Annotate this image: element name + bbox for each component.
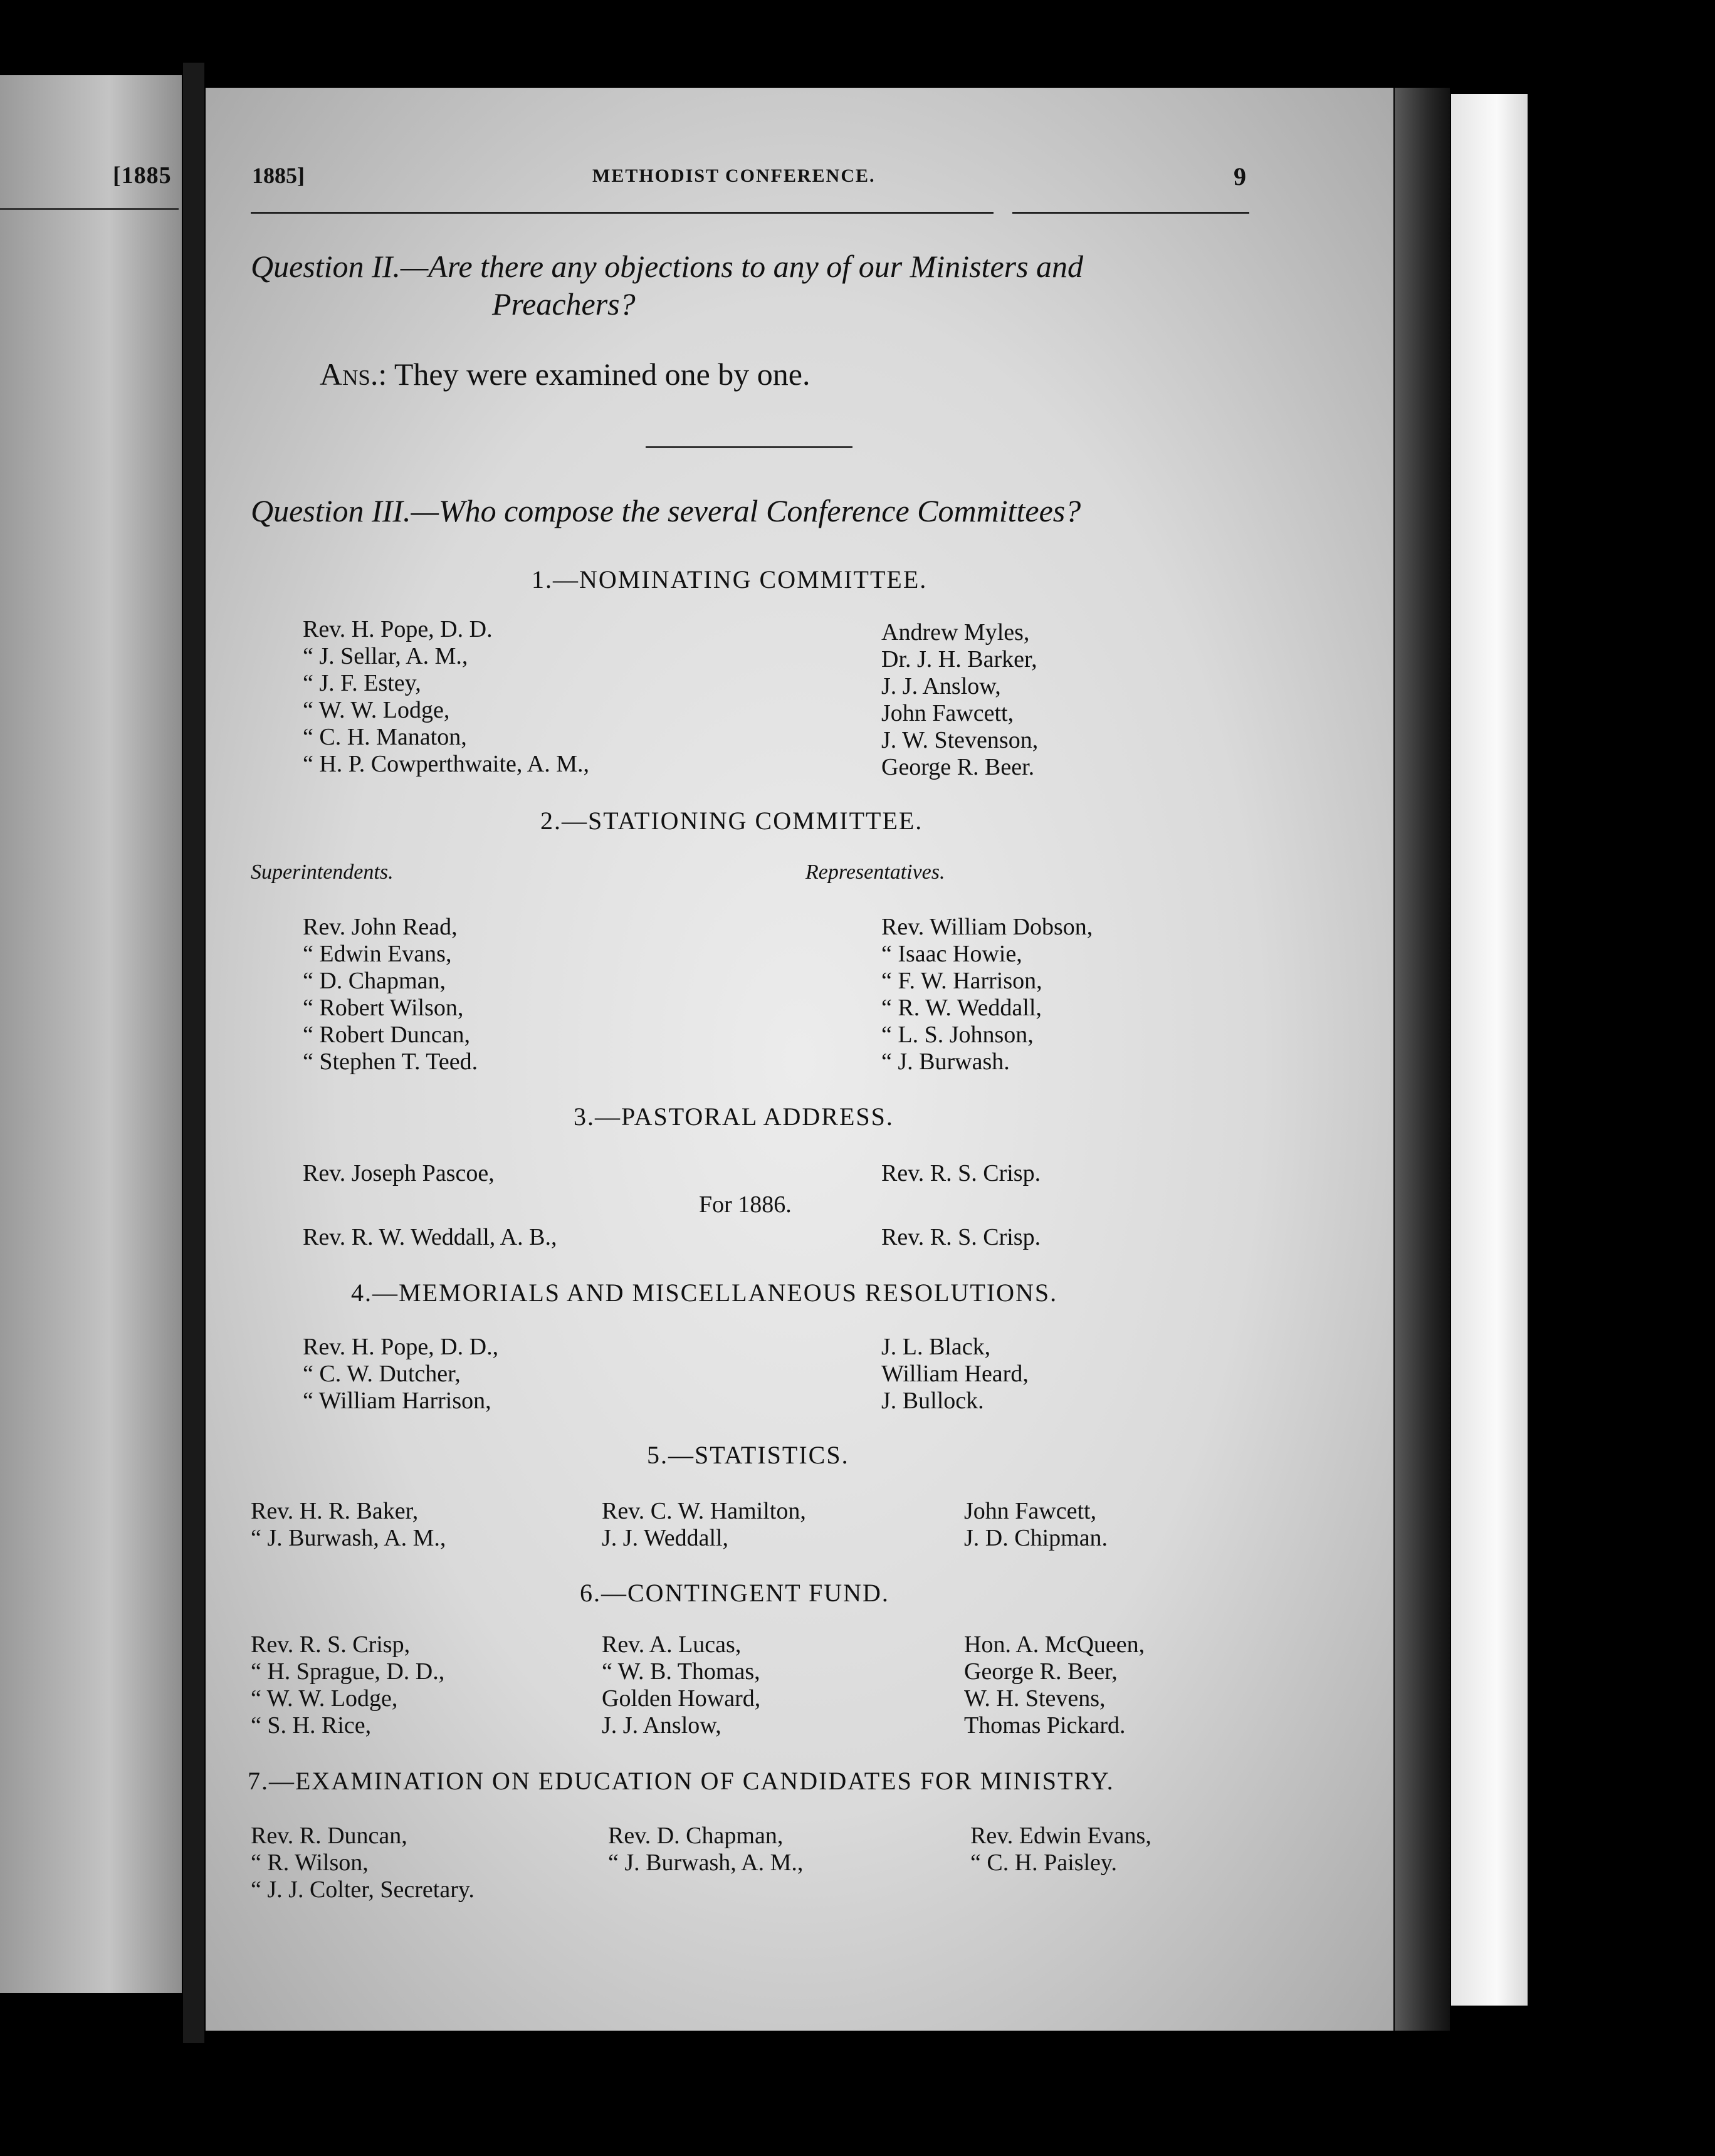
nominating-member: Andrew Myles,	[881, 619, 1030, 646]
stationing-member: “ Robert Duncan,	[303, 1022, 470, 1048]
contingent-member: “ W. B. Thomas,	[602, 1658, 760, 1685]
examination-member: Rev. Edwin Evans,	[970, 1823, 1151, 1849]
stationing-member: “ Robert Wilson,	[303, 995, 464, 1021]
pastoral-member: Rev. R. S. Crisp.	[881, 1160, 1041, 1186]
header-rule	[1012, 212, 1249, 214]
examination-member: “ J. J. Colter, Secretary.	[251, 1876, 475, 1903]
pastoral-member: Rev. R. S. Crisp.	[881, 1224, 1041, 1250]
paper-strip	[1451, 94, 1528, 2006]
nominating-member: J. W. Stevenson,	[881, 727, 1039, 753]
contingent-member: Rev. A. Lucas,	[602, 1631, 742, 1658]
contingent-member: J. J. Anslow,	[602, 1712, 721, 1739]
memorials-member: “ William Harrison,	[303, 1388, 491, 1414]
stationing-member: “ R. W. Weddall,	[881, 995, 1042, 1021]
pastoral-member: Rev. Joseph Pascoe,	[303, 1160, 495, 1186]
examination-member: “ C. H. Paisley.	[970, 1850, 1117, 1876]
nominating-heading: 1.—NOMINATING COMMITTEE.	[532, 565, 928, 594]
stationing-member: “ F. W. Harrison,	[881, 968, 1042, 994]
memorials-member: “ C. W. Dutcher,	[303, 1361, 461, 1387]
nominating-member: J. J. Anslow,	[881, 673, 1001, 699]
running-header-year: 1885]	[252, 163, 305, 188]
stationing-member: “ D. Chapman,	[303, 968, 446, 994]
nominating-member: “ H. P. Cowperthwaite, A. M.,	[303, 751, 590, 777]
nominating-member: Rev. H. Pope, D. D.	[303, 616, 493, 642]
contingent-member: “ S. H. Rice,	[251, 1712, 372, 1739]
stationing-member: “ Edwin Evans,	[303, 941, 452, 967]
nominating-member: John Fawcett,	[881, 700, 1014, 726]
contingent-member: Hon. A. McQueen,	[964, 1631, 1145, 1658]
page-number: 9	[1234, 162, 1246, 191]
contingent-member: George R. Beer,	[964, 1658, 1118, 1685]
nominating-member: George R. Beer.	[881, 754, 1035, 780]
statistics-member: “ J. Burwash, A. M.,	[251, 1525, 446, 1551]
book-gutter	[183, 63, 204, 2043]
examination-member: “ J. Burwash, A. M.,	[608, 1850, 804, 1876]
left-page-header: [1885	[113, 162, 172, 189]
statistics-heading: 5.—STATISTICS.	[647, 1441, 849, 1469]
stationing-member: “ J. Burwash.	[881, 1049, 1010, 1075]
question-3: Question III.—Who compose the several Conference Committees?	[251, 493, 1081, 528]
contingent-heading: 6.—CONTINGENT FUND.	[580, 1579, 889, 1607]
question-2-line-1: Question II.—Are there any objections to any of our Ministers and	[251, 249, 1084, 284]
nominating-member: “ J. F. Estey,	[303, 670, 421, 696]
left-page-fragment	[0, 75, 182, 1993]
nominating-member: “ C. H. Manaton,	[303, 724, 467, 750]
statistics-member: Rev. C. W. Hamilton,	[602, 1498, 806, 1524]
memorials-member: William Heard,	[881, 1361, 1029, 1387]
left-page-rule	[0, 208, 179, 210]
contingent-member: W. H. Stevens,	[964, 1685, 1106, 1712]
contingent-member: Rev. R. S. Crisp,	[251, 1631, 411, 1658]
pastoral-member: Rev. R. W. Weddall, A. B.,	[303, 1224, 557, 1250]
stationing-member: “ Isaac Howie,	[881, 941, 1022, 967]
pastoral-year: For 1886.	[699, 1191, 792, 1218]
superintendents-label: Superintendents.	[251, 861, 394, 884]
statistics-member: John Fawcett,	[964, 1498, 1097, 1524]
answer	[320, 358, 810, 390]
section-rule	[646, 446, 852, 448]
nominating-member: “ J. Sellar, A. M.,	[303, 643, 468, 669]
memorials-heading: 4.—MEMORIALS AND MISCELLANEOUS RESOLUTIONS.	[351, 1279, 1058, 1307]
stationing-member: Rev. William Dobson,	[881, 914, 1093, 940]
stationing-member: “ L. S. Johnson,	[881, 1022, 1034, 1048]
contingent-member: Golden Howard,	[602, 1685, 761, 1712]
contingent-member: “ W. W. Lodge,	[251, 1685, 398, 1712]
contingent-member: Thomas Pickard.	[964, 1712, 1126, 1739]
stationing-heading: 2.—STATIONING COMMITTEE.	[540, 807, 923, 835]
pastoral-heading: 3.—PASTORAL ADDRESS.	[574, 1102, 894, 1131]
examination-member: Rev. D. Chapman,	[608, 1823, 784, 1849]
statistics-member: Rev. H. R. Baker,	[251, 1498, 419, 1524]
examination-heading: 7.—EXAMINATION ON EDUCATION OF CANDIDATES FOR MINISTRY.	[248, 1767, 1114, 1795]
examination-member: Rev. R. Duncan,	[251, 1823, 407, 1849]
stationing-member: “ Stephen T. Teed.	[303, 1049, 478, 1075]
nominating-member: “ W. W. Lodge,	[303, 697, 450, 723]
running-header-title: METHODIST CONFERENCE.	[592, 165, 876, 186]
memorials-member: Rev. H. Pope, D. D.,	[303, 1334, 499, 1360]
representatives-label: Representatives.	[805, 861, 945, 884]
memorials-member: J. Bullock.	[881, 1388, 984, 1414]
stationing-member: Rev. John Read,	[303, 914, 458, 940]
statistics-member: J. D. Chipman.	[964, 1525, 1108, 1551]
statistics-member: J. J. Weddall,	[602, 1525, 729, 1551]
header-rule	[251, 212, 994, 214]
nominating-member: Dr. J. H. Barker,	[881, 646, 1037, 672]
contingent-member: “ H. Sprague, D. D.,	[251, 1658, 445, 1685]
page-edge	[1395, 88, 1450, 2031]
answer-label: Ans.:	[320, 357, 387, 392]
memorials-member: J. L. Black,	[881, 1334, 991, 1360]
question-2-line-2: Preachers?	[492, 286, 636, 322]
answer-text: They were examined one by one.	[394, 357, 810, 392]
examination-member: “ R. Wilson,	[251, 1850, 369, 1876]
